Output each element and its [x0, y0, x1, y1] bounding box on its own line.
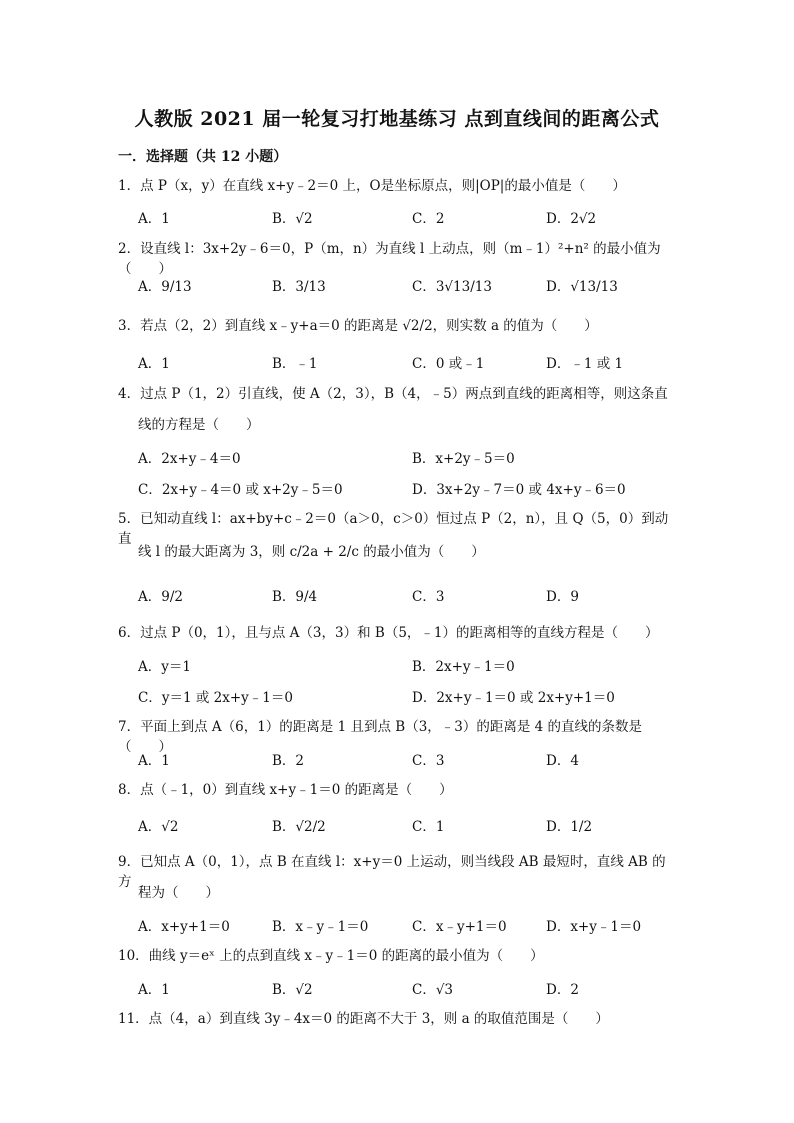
option-a: A．1 — [138, 982, 170, 998]
option-b: B．2x+y﹣1＝0 — [412, 659, 515, 675]
option-a: A．9/2 — [138, 589, 183, 605]
question-1-stem: 1．点 P（x，y）在直线 x+y﹣2＝0 上，O是坐标原点，则|OP|的最小值是（ ） — [118, 178, 626, 194]
question-6-stem: 6．过点 P（0，1），且与点 A（3，3）和 B（5，﹣1）的距离相等的直线方程是（ ） — [118, 625, 659, 641]
question-4-stem: 4．过点 P（1，2）引直线，使 A（2，3），B（4，﹣5）两点到直线的距离相等，则这条直 — [118, 386, 668, 402]
question-3-stem: 3．若点（2，2）到直线 x﹣y+a＝0 的距离是 √2/2，则实数 a 的值为（ ） — [118, 318, 598, 334]
option-a: A．1 — [138, 211, 170, 227]
question-11-stem: 11．点（4，a）到直线 3y﹣4x＝0 的距离不大于 3，则 a 的取值范围是（ ） — [118, 1011, 609, 1027]
option-b: B．3/13 — [272, 279, 326, 295]
option-d: D．4 — [546, 753, 579, 769]
option-d: D．1/2 — [546, 819, 593, 835]
option-a: A．9/13 — [138, 279, 192, 295]
question-4-stem-cont: 线的方程是（ ） — [138, 417, 260, 433]
question-5-stem-cont: 线 l 的最大距离为 3，则 c/2a + 2/c 的最小值为（ ） — [138, 544, 485, 560]
option-d: D．2√2 — [546, 211, 597, 227]
option-c: C．3 — [412, 753, 445, 769]
question-9-stem: 9．已知点 A（0，1），点 B 在直线 l：x+y＝0 上运动，则当线段 AB 最短时，直线 AB 的方 — [118, 854, 666, 890]
option-b: B．x﹣y﹣1＝0 — [272, 919, 369, 935]
option-a: A．x+y+1＝0 — [138, 919, 230, 935]
option-c: C．1 — [412, 819, 445, 835]
page-title: 人教版 2021 届一轮复习打地基练习 点到直线间的距离公式 — [134, 108, 660, 130]
option-c: C．0 或﹣1 — [412, 356, 485, 372]
option-a: A．√2 — [138, 819, 179, 835]
option-c: C．2x+y﹣4＝0 或 x+2y﹣5＝0 — [138, 482, 343, 498]
option-d: D．9 — [546, 589, 579, 605]
option-c: C．x﹣y+1＝0 — [412, 919, 507, 935]
section-heading: 一．选择题（共 12 小题） — [118, 149, 288, 165]
question-5-stem: 5．已知动直线 l：ax+by+c﹣2＝0（a＞0，c＞0）恒过点 P（2，n），且 Q（5，0）到动直 — [118, 511, 669, 547]
option-b: B．﹣1 — [272, 356, 318, 372]
option-c: C．3 — [412, 589, 445, 605]
option-a: A．y＝1 — [138, 659, 191, 675]
option-d: D．x+y﹣1＝0 — [546, 919, 642, 935]
option-d: D．2 — [546, 982, 579, 998]
option-b: B．√2/2 — [272, 819, 326, 835]
option-b: B．√2 — [272, 982, 313, 998]
option-d: D．2x+y﹣1＝0 或 2x+y+1＝0 — [412, 690, 615, 706]
option-c: C．3√13/13 — [412, 279, 492, 295]
option-c: C．√3 — [412, 982, 454, 998]
question-8-stem: 8．点（﹣1，0）到直线 x+y﹣1＝0 的距离是（ ） — [118, 782, 453, 798]
option-a: A．1 — [138, 753, 170, 769]
option-b: B．9/4 — [272, 589, 318, 605]
option-b: B．x+2y﹣5＝0 — [412, 451, 515, 467]
option-b: B．√2 — [272, 211, 313, 227]
question-2-stem: 2．设直线 l：3x+2y﹣6＝0，P（m，n）为直线 l 上动点，则（m﹣1）²+n² 的最小值为（ ） — [118, 241, 661, 277]
question-9-stem-cont: 程为（ ） — [138, 885, 219, 901]
question-10-stem: 10．曲线 y＝eˣ 上的点到直线 x﹣y﹣1＝0 的距离的最小值为（ ） — [118, 948, 544, 964]
option-d: D．﹣1 或 1 — [546, 356, 624, 372]
option-a: A．2x+y﹣4＝0 — [138, 451, 241, 467]
option-b: B．2 — [272, 753, 305, 769]
option-d: D．√13/13 — [546, 279, 618, 295]
option-d: D．3x+2y﹣7＝0 或 4x+y﹣6＝0 — [412, 482, 626, 498]
option-c: C．2 — [412, 211, 445, 227]
option-a: A．1 — [138, 356, 170, 372]
question-7-stem: 7．平面上到点 A（6，1）的距离是 1 且到点 B（3，﹣3）的距离是 4 的直线的条数是（ ） — [118, 719, 643, 755]
option-c: C．y＝1 或 2x+y﹣1＝0 — [138, 690, 293, 706]
